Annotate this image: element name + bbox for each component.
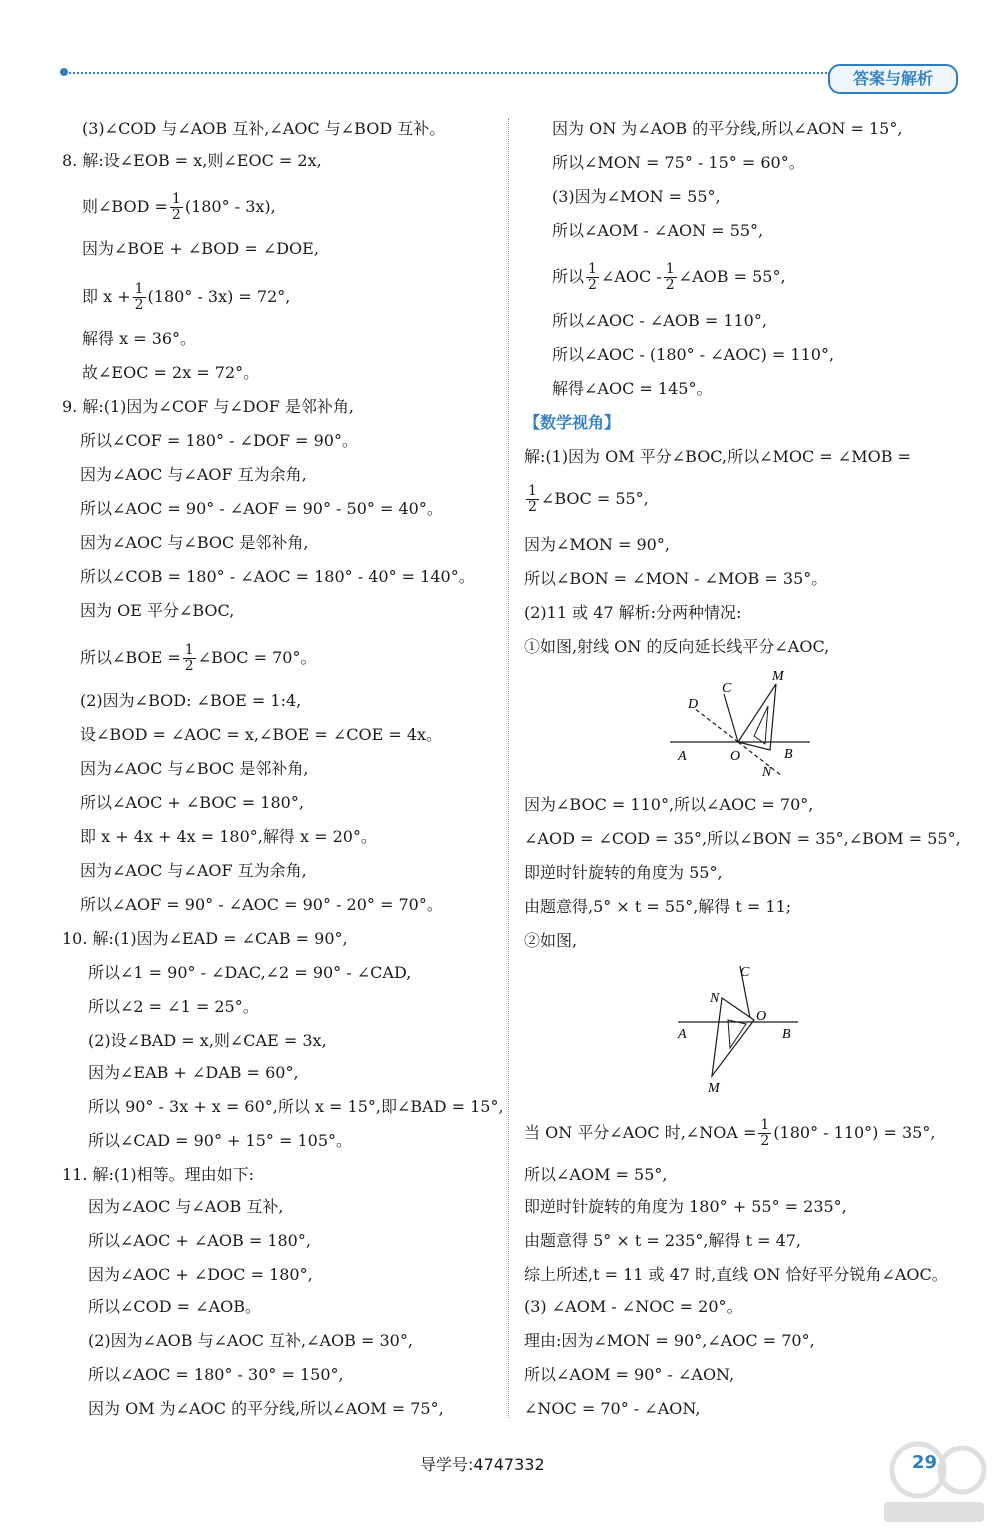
text-line: 所以∠AOM = 55°, [524,1165,668,1184]
text-line [82,192,276,223]
problem-10-line: 10. 解:(1)因为∠EAD = ∠CAB = 90°, [62,929,348,948]
text-line: 因为∠AOC 与∠BOC 是邻补角, [80,759,309,778]
label-d: D [688,697,699,712]
text-segment: 所以∠BOE = [80,648,181,667]
triangle-ruler [712,998,754,1076]
text-line: 因为∠BOE + ∠BOD = ∠DOE, [82,239,319,258]
text-line [82,282,290,313]
label-n: N [762,765,772,780]
fraction: $\frac{1}{2}$ [528,483,537,515]
label-o: O [756,1009,767,1024]
header-tag: 答案与解析 [828,64,958,94]
fraction: $\frac{1}{2}$ [588,261,597,293]
text-line: (2)因为∠AOB 与∠AOC 互补,∠AOB = 30°, [88,1331,413,1350]
watermark-logo [878,1438,990,1528]
text-segment: (180° - 110°) = 35°, [773,1123,936,1142]
page-number: 29 [912,1452,938,1473]
text-line: 由题意得 5° × t = 235°,解得 t = 47, [524,1231,802,1250]
text-line: 所以∠CAD = 90° + 15° = 105°。 [88,1131,353,1150]
text-line: 因为∠BOC = 110°,所以∠AOC = 70°, [524,795,814,814]
text-line: 所以∠COF = 180° - ∠DOF = 90°。 [80,431,358,450]
text-segment: ∠BOC = 55°, [540,489,649,508]
text-line: 所以 90° - 3x + x = 60°,所以 x = 15°,即∠BAD = 15°, [88,1097,504,1116]
text-segment: 当 ON 平分∠AOC 时,∠NOA = [524,1123,757,1142]
text-line: 因为∠AOC 与∠BOC 是邻补角, [80,533,309,552]
text-line: 所以∠2 = ∠1 = 25°。 [88,997,259,1016]
text-segment: ∠BOC = 70°。 [197,648,317,667]
fraction: $\frac{1}{2}$ [134,281,144,313]
label-c: C [740,965,750,980]
text-line: 解:(1)因为 OM 平分∠BOC,所以∠MOC = ∠MOB = [524,447,911,466]
text-line: 解得∠AOC = 145°。 [552,379,713,398]
figure-2 [672,958,802,1100]
text-line: 所以∠AOC + ∠BOC = 180°, [80,793,304,812]
text-line: (3)∠COD 与∠AOB 互补,∠AOC 与∠BOD 互补。 [82,119,446,138]
figure-1 [670,664,810,784]
fraction: $\frac{1}{2}$ [760,1117,770,1149]
text-line: (2)因为∠BOD: ∠BOE = 1:4, [80,691,302,710]
text-line: 因为∠AOC 与∠AOF 互为余角, [80,465,307,484]
problem-9-line: 9. 解:(1)因为∠COF 与∠DOF 是邻补角, [62,397,354,416]
label-m: M [708,1081,720,1096]
text-line: 设∠BOD = ∠AOC = x,∠BOE = ∠COE = 4x。 [80,725,443,744]
text-line: 所以∠COB = 180° - ∠AOC = 180° - 40° = 140°。 [80,567,475,586]
text-line: ②如图, [524,931,578,950]
text-line: 8. 解:设∠EOB = x,则∠EOC = 2x, [62,151,322,170]
triangle-ruler [738,684,776,750]
text-line: 所以∠AOC - (180° - ∠AOC) = 110°, [552,345,835,364]
text-line: 因为∠EAB + ∠DAB = 60°, [88,1063,299,1082]
problem-11-line: 11. 解:(1)相等。理由如下: [62,1165,254,1184]
text-line [524,1118,935,1149]
text-line [80,643,316,674]
text-line: 所以∠MON = 75° - 15° = 60°。 [552,153,805,172]
text-line: 因为 OE 平分∠BOC, [80,601,235,620]
text-segment: 所以 [552,267,585,286]
text-line: 所以∠COD = ∠AOB。 [88,1297,262,1316]
text-line: 所以∠AOC - ∠AOB = 110°, [552,311,767,330]
text-line: 所以∠AOF = 90° - ∠AOC = 90° - 20° = 70°。 [80,895,443,914]
section-heading: 【数学视角】 [524,413,621,432]
text-line: 因为∠AOC + ∠DOC = 180°, [88,1265,313,1284]
fraction: $\frac{1}{2}$ [184,642,194,674]
text-line: 综上所述,t = 11 或 47 时,直线 ON 恰好平分锐角∠AOC。 [524,1265,948,1284]
label-o: O [730,749,741,764]
text-line: 因为∠AOC 与∠AOF 互为余角, [80,861,307,880]
text-line: ∠NOC = 70° - ∠AON, [524,1399,701,1418]
text-line [552,262,786,293]
label-b: B [782,1027,791,1042]
text-line: 所以∠1 = 90° - ∠DAC,∠2 = 90° - ∠CAD, [88,963,412,982]
text-line: (2)11 或 47 解析:分两种情况: [524,603,742,622]
text-line: 因为∠AOC 与∠AOB 互补, [88,1197,284,1216]
text-segment: 则∠BOD = [82,197,168,216]
guide-number: 导学号:4747332 [420,1455,545,1474]
text-line [524,484,649,515]
column-divider [508,118,509,1418]
fraction: $\frac{1}{2}$ [665,261,675,293]
fraction: $\frac{1}{2}$ [171,191,181,223]
text-line: 因为 OM 为∠AOC 的平分线,所以∠AOM = 75°, [88,1399,444,1418]
text-segment: (180° - 3x), [184,197,276,216]
text-line: (3) ∠AOM - ∠NOC = 20°。 [524,1297,743,1316]
label-m: M [772,669,784,684]
label-a: A [678,749,687,764]
text-segment: ∠AOB = 55°, [678,267,786,286]
text-line: 所以∠BON = ∠MON - ∠MOB = 35°。 [524,569,828,588]
text-line: 所以∠AOC + ∠AOB = 180°, [88,1231,311,1250]
label-a: A [678,1027,687,1042]
text-line: (3)因为∠MON = 55°, [552,187,721,206]
ray-oc [724,694,738,742]
text-line: 故∠EOC = 2x = 72°。 [82,363,260,382]
text-line: 由题意得,5° × t = 55°,解得 t = 11; [524,897,792,916]
text-line: ∠AOD = ∠COD = 35°,所以∠BON = 35°,∠BOM = 55°, [524,829,961,848]
label-n: N [710,991,720,1006]
label-c: C [722,681,732,696]
ray-od [694,708,738,742]
label-b: B [784,747,793,762]
problem-8-line [62,150,322,172]
text-segment: (180° - 3x) = 72°, [147,287,291,306]
text-line: 所以∠AOC = 180° - 30° = 150°, [88,1365,344,1384]
header-rule [62,72,830,74]
text-segment: ∠AOC - [600,267,662,286]
text-segment: 即 x + [82,287,131,306]
text-line: 因为∠MON = 90°, [524,535,670,554]
triangle-inner [754,706,768,744]
text-line: 因为 ON 为∠AOB 的平分线,所以∠AON = 15°, [552,119,903,138]
text-line: 所以∠AOC = 90° - ∠AOF = 90° - 50° = 40°。 [80,499,443,518]
text-line: 即逆时针旋转的角度为 180° + 55° = 235°, [524,1197,847,1216]
text-line: 即逆时针旋转的角度为 55°, [524,863,723,882]
text-line: 所以∠AOM - ∠AON = 55°, [552,221,764,240]
text-line: 理由:因为∠MON = 90°,∠AOC = 70°, [524,1331,815,1350]
text-line: ①如图,射线 ON 的反向延长线平分∠AOC, [524,637,830,656]
text-line: 所以∠AOM = 90° - ∠AON, [524,1365,735,1384]
text-line: 解得 x = 36°。 [82,329,197,348]
text-line: 即 x + 4x + 4x = 180°,解得 x = 20°。 [80,827,377,846]
text-line: (2)设∠BAD = x,则∠CAE = 3x, [88,1031,327,1050]
